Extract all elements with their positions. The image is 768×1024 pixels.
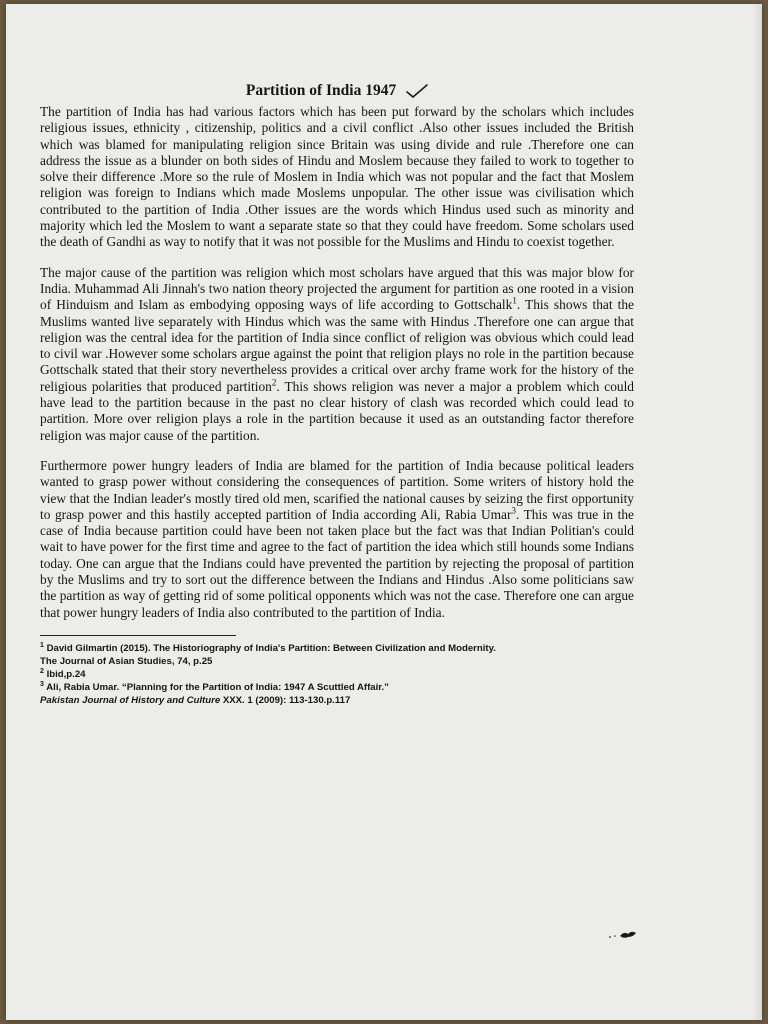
footnote-3-number: 3: [40, 680, 44, 688]
paragraph-2-text-b: . This shows that the Muslims wanted live separately with Hindus which was the same with Hindus .Therefore one can argue that religion was the central idea for the partition of India since conflict of religion was obvious which could lead to civil war .However some scholars argue against the point that religion plays no role in the partition because Gottschalk stated that their story nevertheless provides a critical over archy frame work for the history of the religious polarities that produced partition: [40, 297, 634, 394]
footnotes: [40, 642, 500, 707]
paragraph-2-text-c: . This shows religion was never a major a problem which could have lead to the partition because in the past no clear history of clash was recorded which could lead to partition. More over religion plays a role in the partition because it used as an outstanding factor therefore religion was major cause of the partition.: [40, 378, 634, 443]
document-page: [6, 4, 762, 1020]
footnote-3-tail: XXX. 1 (2009): 113-130.p.117: [220, 694, 351, 706]
footnote-2-number: 2: [40, 667, 44, 675]
footnote-1: [40, 642, 500, 668]
footnote-divider: [40, 635, 236, 636]
footnote-1-number: 1: [40, 641, 44, 649]
paragraph-2: [40, 265, 634, 444]
paragraph-3-text-a: Furthermore power hungry leaders of India are blamed for the partition of India because political leaders wanted to grasp power without considering the consequences of partition. Some writers of history hold the view that the Indian leader's mostly tired old men, scarified the national causes by seizing the first opportunity to grasp power and this hastily accepted partition of India according Ali, Rabia Umar: [40, 457, 634, 522]
paragraph-1: [40, 104, 634, 251]
page-edge-shadow: [752, 4, 762, 1020]
footnote-3: [40, 681, 500, 707]
footnote-1-text: David Gilmartin (2015). The Historiography of India's Partition: Between Civilization and Modernity. The Journal of Asian Studies, 74, p.25: [40, 642, 496, 667]
checkmark-icon: [406, 84, 428, 98]
title-text: Partition of India 1947: [245, 82, 397, 99]
footnote-ref-2: 2: [271, 377, 277, 388]
footnote-2: [40, 668, 500, 681]
document-title: [40, 82, 634, 100]
footnote-ref-3: 3: [511, 505, 516, 516]
paragraph-1-text: The partition of India has had various factors which has been put forward by the scholars which includes religious issues, ethnicity , citizenship, politics and a civil conflict .Also other issues included the British which was blamed for manipulating religion since Britain was using divide and rule .Therefore one can address the issue as a blunder on both sides of Hindu and Moslem because they failed to work to together to solve their difference .More so the rule of Moslem in India which was not popular and the fact that Moslem religion was foreign to Indians which made Moslems unpopular. The other issue was civilisation which contributed to the partition of India .Other issues are the words which Hindus used such as minority and majority which led the Moslem to want a separate state so that they could have freedom. Some scholars used the death of Gandhi as way to notify that it was not possible for the Muslims and Hindu to coexist together.: [40, 104, 634, 250]
paragraph-2-text-a: The major cause of the partition was religion which most scholars have argued that this was major blow for India. Muhammad Ali Jinnah's two nation theory projected the argument for partition as one rooted in a vision of Hinduism and Islam as embodying opposing ways of life according to Gottschalk: [40, 264, 634, 313]
footnote-3-text: Ali, Rabia Umar. “Planning for the Partition of India: 1947 A Scuttled Affair.”: [46, 681, 389, 693]
ink-speck-mark: [606, 926, 640, 942]
footnote-ref-1: 1: [512, 295, 517, 306]
document-body: [40, 72, 634, 707]
paragraph-3-text-b: . This was true in the case of India because partition could have been not taken place but the fact was that Indian Politian's could wait to have power for the first time and agree to the fact of partition the idea which still hounds some Indians today. One can argue that the Indians could have prevented the partition by rejecting the proposal of partition by the Muslims and try to sort out the difference between the Indians and Hindus .Also some politicians saw the partition as way of getting rid of some political opponents which was not the case. Therefore one can argue that power hungry leaders of India also contributed to the partition of India.: [40, 506, 635, 620]
footnote-2-text: Ibid,p.24: [46, 668, 86, 680]
footnote-3-journal: Pakistan Journal of History and Culture: [40, 694, 221, 706]
paragraph-3: [40, 458, 634, 621]
